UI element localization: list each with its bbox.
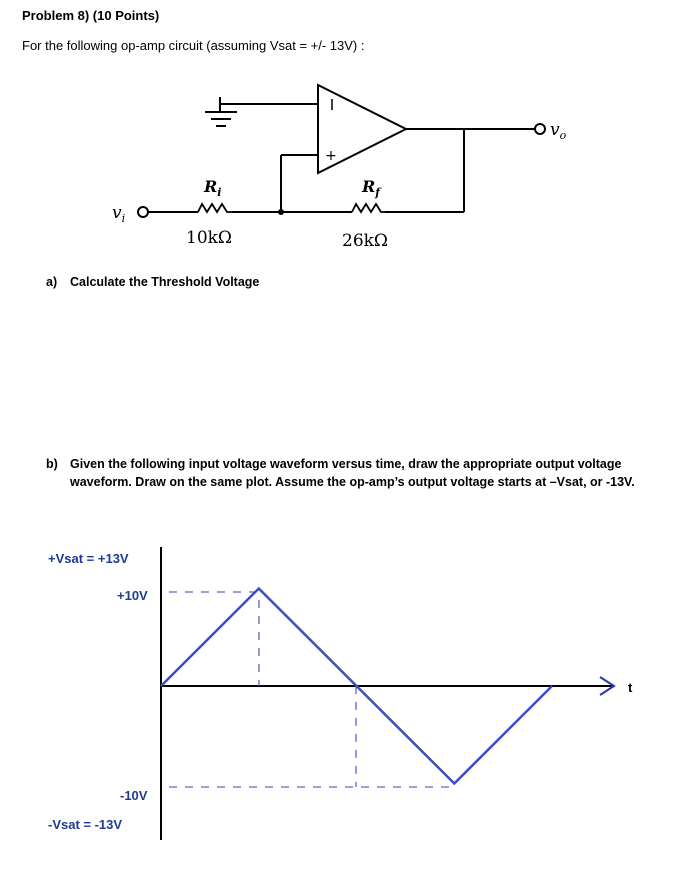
question-b-label: b) <box>46 457 58 471</box>
question-a-text: Calculate the Threshold Voltage <box>70 275 260 289</box>
rf-label: $R_f$ <box>362 177 381 199</box>
question-a-label: a) <box>46 275 58 289</box>
ri-label: $R_i$ <box>204 177 222 199</box>
label-minus-vsat: -Vsat = -13V <box>48 817 123 832</box>
output-label: $v_o$ <box>550 120 567 142</box>
label-plus-vsat: +Vsat = +13V <box>48 551 129 566</box>
problem-title: Problem 8) (10 Points) <box>22 8 160 23</box>
label-plus-10: +10V <box>117 588 148 603</box>
question-b-text: Given the following input voltage waveform versus time, draw the appropriate output voltage waveform. Draw on the same plot. Assume the op-amp’s output voltage starts at –Vsat, or -13V. <box>70 457 635 489</box>
plus-sign: + <box>325 148 337 164</box>
rf-value: 26kΩ <box>342 231 389 251</box>
x-axis-label: t <box>628 680 633 695</box>
ri-value: 10kΩ <box>186 228 233 248</box>
label-minus-10: -10V <box>120 788 148 803</box>
problem-intro: For the following op-amp circuit (assuming Vsat = +/- 13V) : <box>22 38 365 53</box>
input-label: $v_i$ <box>112 203 126 225</box>
